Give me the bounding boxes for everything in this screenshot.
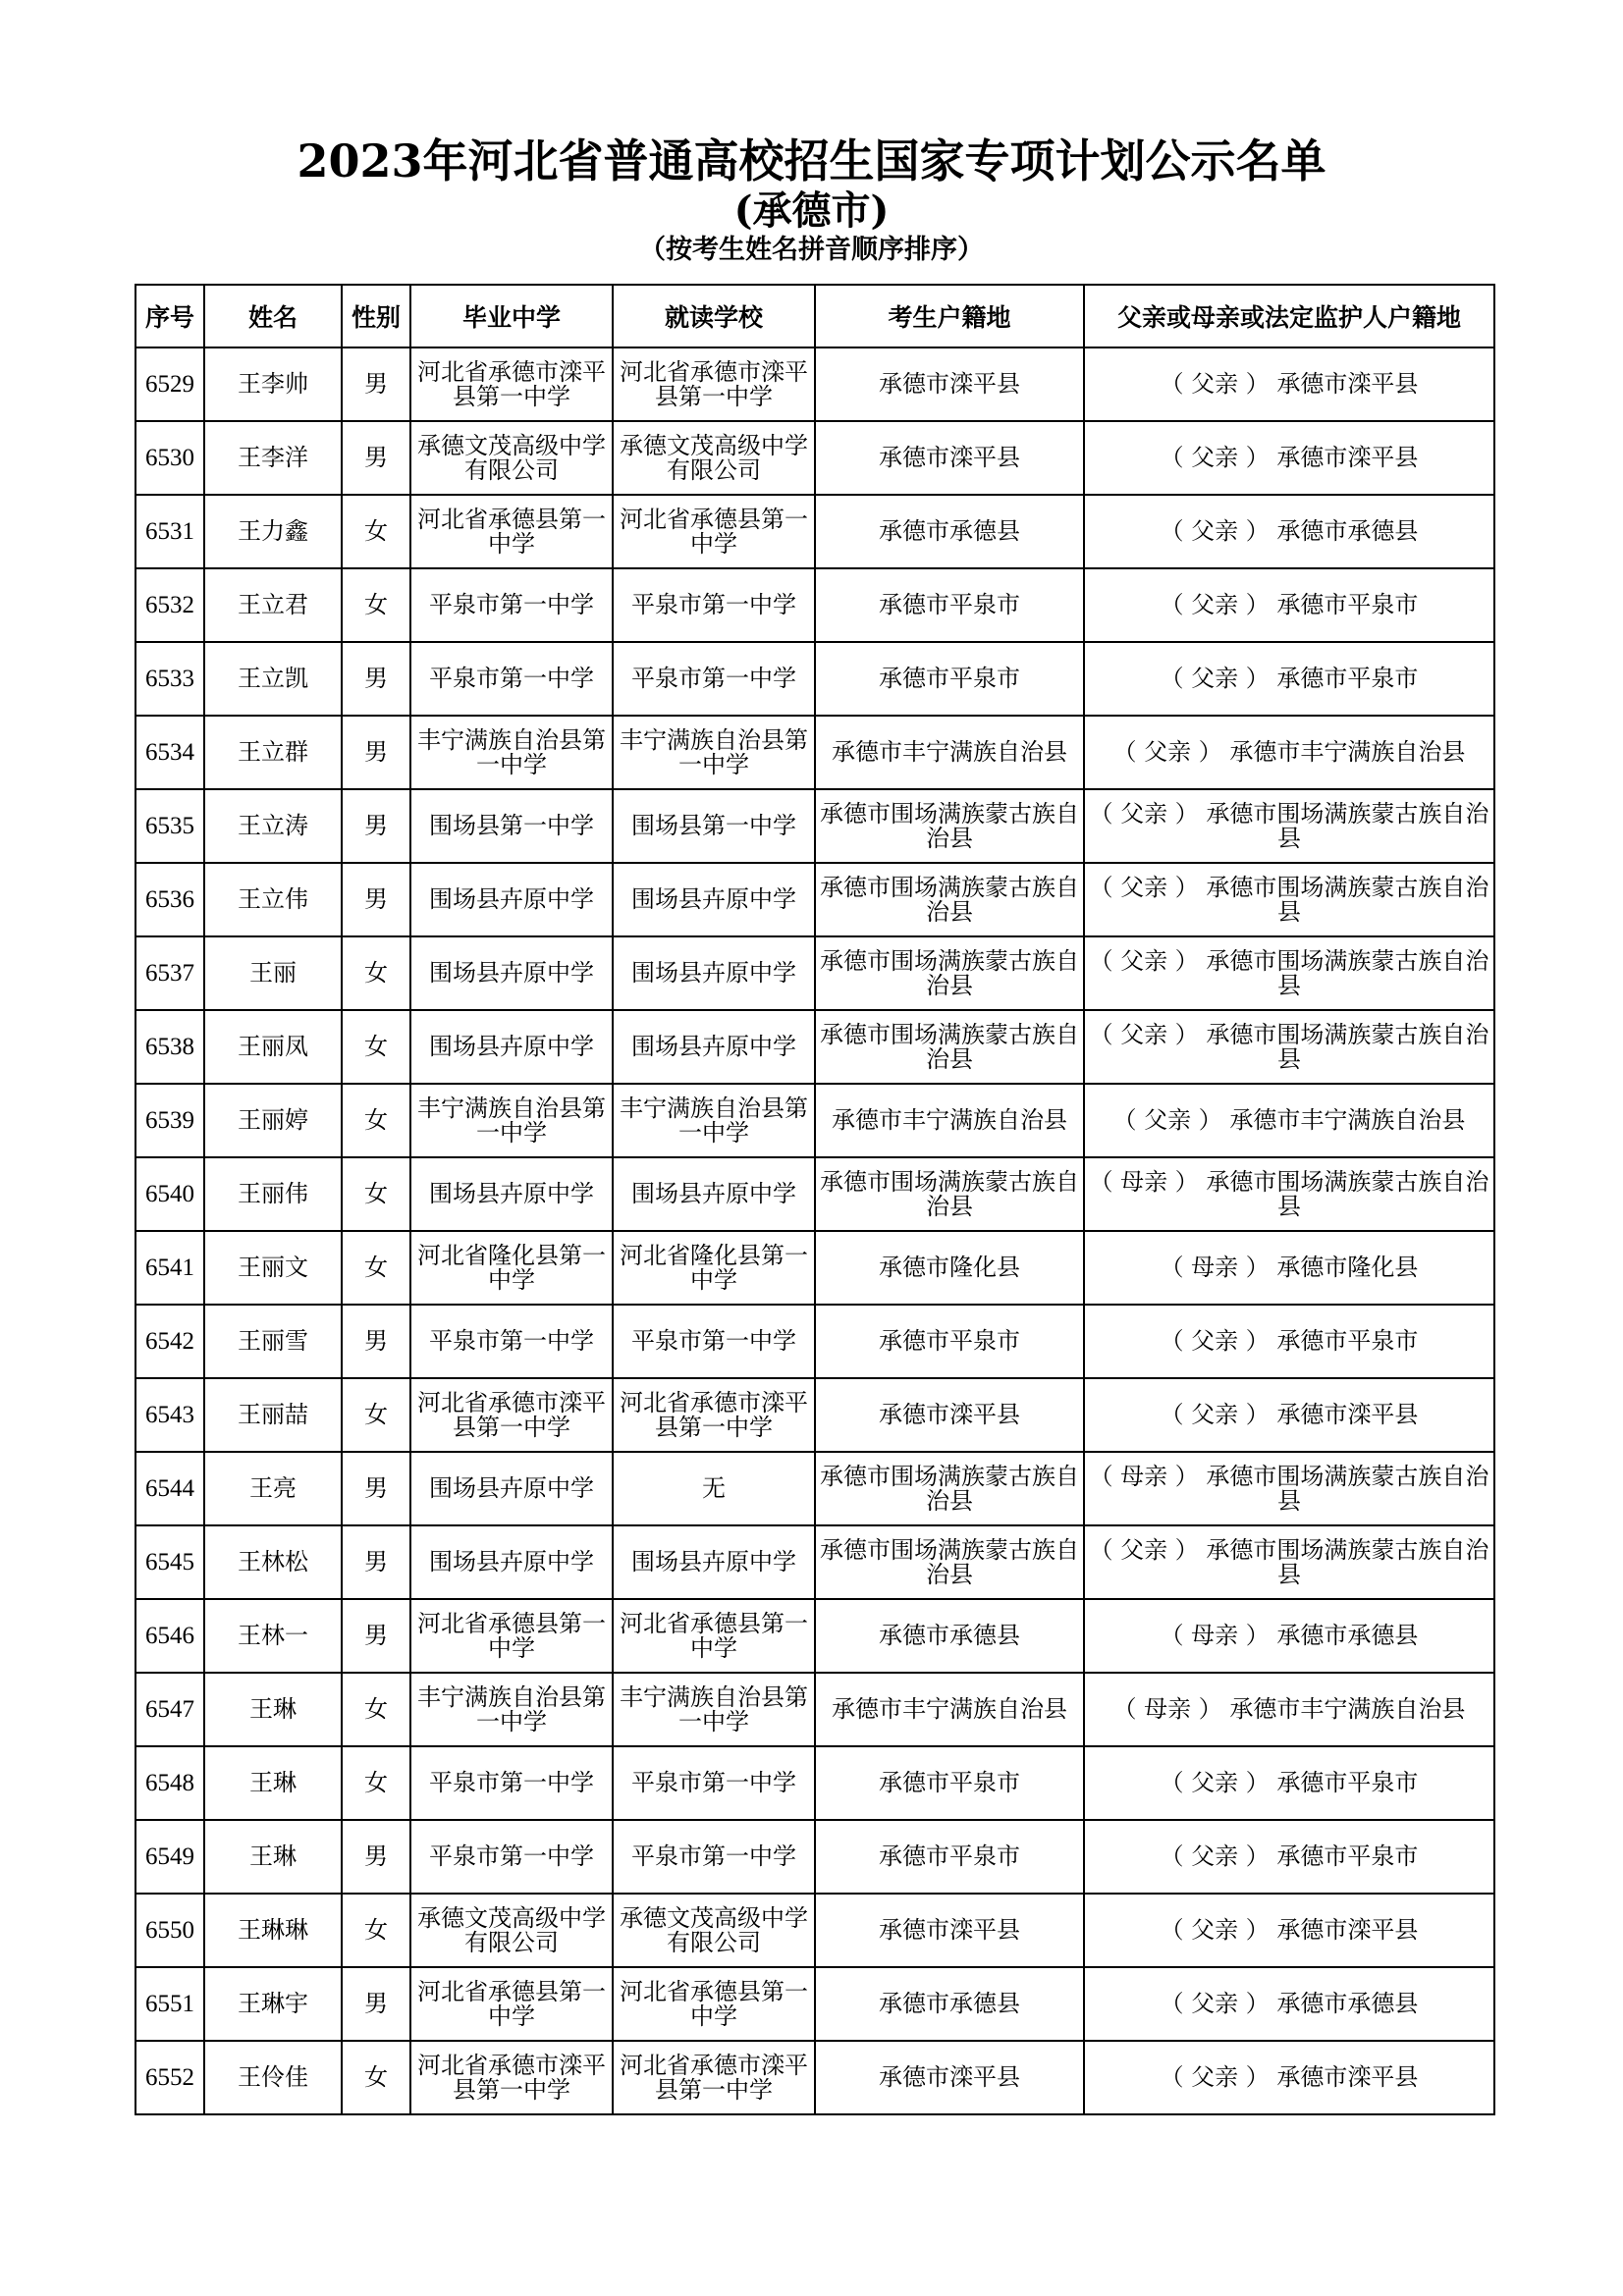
cell-name: 王琳	[204, 1820, 342, 1894]
cell-name: 王立君	[204, 568, 342, 642]
cell-household: 承德市丰宁满族自治县	[815, 716, 1084, 789]
col-header-guardian-household: 父亲或母亲或法定监护人户籍地	[1084, 285, 1494, 347]
cell-gender: 男	[342, 863, 410, 936]
cell-graduation-school: 平泉市第一中学	[410, 568, 613, 642]
cell-current-school: 平泉市第一中学	[613, 1305, 815, 1378]
cell-name: 王力鑫	[204, 495, 342, 568]
cell-seq: 6532	[135, 568, 204, 642]
table-row	[135, 495, 1494, 568]
cell-graduation-school: 河北省隆化县第一中学	[410, 1231, 613, 1305]
cell-gender: 男	[342, 716, 410, 789]
cell-seq: 6530	[135, 421, 204, 495]
cell-guardian-household: （ 母亲 ） 承德市围场满族蒙古族自治县	[1084, 1452, 1494, 1525]
cell-household: 承德市围场满族蒙古族自治县	[815, 863, 1084, 936]
cell-guardian-household: （ 父亲 ） 承德市承德县	[1084, 1967, 1494, 2041]
cell-current-school: 承德文茂高级中学有限公司	[613, 1894, 815, 1967]
table-row	[135, 347, 1494, 421]
table-row	[135, 1452, 1494, 1525]
cell-name: 王伶佳	[204, 2041, 342, 2114]
cell-guardian-household: （ 父亲 ） 承德市丰宁满族自治县	[1084, 716, 1494, 789]
cell-guardian-household: （ 父亲 ） 承德市围场满族蒙古族自治县	[1084, 789, 1494, 863]
cell-guardian-household: （ 父亲 ） 承德市平泉市	[1084, 1305, 1494, 1378]
cell-gender: 女	[342, 1378, 410, 1452]
cell-gender: 男	[342, 642, 410, 716]
cell-seq: 6531	[135, 495, 204, 568]
col-header-seq: 序号	[135, 285, 204, 347]
cell-current-school: 平泉市第一中学	[613, 1746, 815, 1820]
table-header-row	[135, 285, 1494, 347]
cell-seq: 6529	[135, 347, 204, 421]
cell-guardian-household: （ 父亲 ） 承德市围场满族蒙古族自治县	[1084, 1010, 1494, 1084]
cell-seq: 6544	[135, 1452, 204, 1525]
cell-gender: 女	[342, 2041, 410, 2114]
cell-graduation-school: 河北省承德县第一中学	[410, 1967, 613, 2041]
table-row	[135, 1673, 1494, 1746]
cell-gender: 女	[342, 1010, 410, 1084]
cell-graduation-school: 平泉市第一中学	[410, 642, 613, 716]
cell-graduation-school: 围场县卉原中学	[410, 1452, 613, 1525]
cell-name: 王丽婷	[204, 1084, 342, 1157]
cell-household: 承德市滦平县	[815, 347, 1084, 421]
cell-guardian-household: （ 父亲 ） 承德市滦平县	[1084, 2041, 1494, 2114]
cell-name: 王丽伟	[204, 1157, 342, 1231]
cell-guardian-household: （ 父亲 ） 承德市平泉市	[1084, 1820, 1494, 1894]
table-body	[135, 347, 1494, 2114]
cell-gender: 女	[342, 1231, 410, 1305]
cell-guardian-household: （ 父亲 ） 承德市平泉市	[1084, 568, 1494, 642]
table-row	[135, 1157, 1494, 1231]
table-row	[135, 2041, 1494, 2114]
cell-graduation-school: 承德文茂高级中学有限公司	[410, 421, 613, 495]
cell-gender: 女	[342, 936, 410, 1010]
cell-graduation-school: 丰宁满族自治县第一中学	[410, 716, 613, 789]
cell-name: 王立伟	[204, 863, 342, 936]
cell-seq: 6542	[135, 1305, 204, 1378]
cell-household: 承德市平泉市	[815, 642, 1084, 716]
table-row	[135, 642, 1494, 716]
table-row	[135, 1305, 1494, 1378]
cell-household: 承德市滦平县	[815, 421, 1084, 495]
cell-graduation-school: 围场县卉原中学	[410, 1157, 613, 1231]
cell-current-school: 河北省承德县第一中学	[613, 495, 815, 568]
cell-name: 王琳	[204, 1746, 342, 1820]
cell-name: 王丽雪	[204, 1305, 342, 1378]
cell-guardian-household: （ 母亲 ） 承德市承德县	[1084, 1599, 1494, 1673]
cell-graduation-school: 丰宁满族自治县第一中学	[410, 1673, 613, 1746]
cell-current-school: 围场县卉原中学	[613, 863, 815, 936]
cell-graduation-school: 围场县卉原中学	[410, 863, 613, 936]
cell-current-school: 河北省承德县第一中学	[613, 1967, 815, 2041]
table-row	[135, 716, 1494, 789]
cell-current-school: 河北省隆化县第一中学	[613, 1231, 815, 1305]
cell-seq: 6537	[135, 936, 204, 1010]
cell-seq: 6547	[135, 1673, 204, 1746]
cell-guardian-household: （ 母亲 ） 承德市围场满族蒙古族自治县	[1084, 1157, 1494, 1231]
cell-graduation-school: 河北省承德市滦平县第一中学	[410, 1378, 613, 1452]
cell-seq: 6549	[135, 1820, 204, 1894]
cell-current-school: 围场县卉原中学	[613, 936, 815, 1010]
col-header-gender: 性别	[342, 285, 410, 347]
cell-seq: 6535	[135, 789, 204, 863]
cell-seq: 6538	[135, 1010, 204, 1084]
table-row	[135, 1231, 1494, 1305]
cell-guardian-household: （ 父亲 ） 承德市围场满族蒙古族自治县	[1084, 936, 1494, 1010]
cell-name: 王立涛	[204, 789, 342, 863]
cell-household: 承德市围场满族蒙古族自治县	[815, 1157, 1084, 1231]
cell-household: 承德市平泉市	[815, 1305, 1084, 1378]
cell-household: 承德市平泉市	[815, 1820, 1084, 1894]
cell-guardian-household: （ 父亲 ） 承德市滦平县	[1084, 1894, 1494, 1967]
table-row	[135, 1967, 1494, 2041]
cell-household: 承德市平泉市	[815, 568, 1084, 642]
cell-name: 王李洋	[204, 421, 342, 495]
cell-gender: 男	[342, 1967, 410, 2041]
cell-household: 承德市承德县	[815, 1967, 1084, 2041]
cell-graduation-school: 丰宁满族自治县第一中学	[410, 1084, 613, 1157]
cell-gender: 男	[342, 789, 410, 863]
cell-seq: 6541	[135, 1231, 204, 1305]
cell-seq: 6546	[135, 1599, 204, 1673]
cell-graduation-school: 河北省承德县第一中学	[410, 495, 613, 568]
cell-current-school: 河北省承德县第一中学	[613, 1599, 815, 1673]
cell-gender: 女	[342, 1673, 410, 1746]
cell-gender: 男	[342, 1599, 410, 1673]
cell-guardian-household: （ 父亲 ） 承德市滦平县	[1084, 421, 1494, 495]
cell-gender: 女	[342, 1084, 410, 1157]
cell-graduation-school: 围场县卉原中学	[410, 936, 613, 1010]
cell-current-school: 围场县卉原中学	[613, 1525, 815, 1599]
cell-seq: 6545	[135, 1525, 204, 1599]
col-header-current-school: 就读学校	[613, 285, 815, 347]
cell-graduation-school: 平泉市第一中学	[410, 1746, 613, 1820]
cell-graduation-school: 河北省承德市滦平县第一中学	[410, 347, 613, 421]
cell-household: 承德市滦平县	[815, 1894, 1084, 1967]
cell-graduation-school: 河北省承德市滦平县第一中学	[410, 2041, 613, 2114]
cell-current-school: 围场县第一中学	[613, 789, 815, 863]
cell-current-school: 河北省承德市滦平县第一中学	[613, 347, 815, 421]
cell-seq: 6552	[135, 2041, 204, 2114]
cell-current-school: 丰宁满族自治县第一中学	[613, 1673, 815, 1746]
cell-household: 承德市围场满族蒙古族自治县	[815, 1010, 1084, 1084]
cell-seq: 6551	[135, 1967, 204, 2041]
table-row	[135, 1010, 1494, 1084]
cell-seq: 6534	[135, 716, 204, 789]
cell-seq: 6543	[135, 1378, 204, 1452]
cell-name: 王立群	[204, 716, 342, 789]
table-row	[135, 789, 1494, 863]
page-subtitle: (承德市)	[733, 187, 890, 234]
cell-guardian-household: （ 父亲 ） 承德市平泉市	[1084, 642, 1494, 716]
cell-current-school: 丰宁满族自治县第一中学	[613, 1084, 815, 1157]
table-row	[135, 421, 1494, 495]
cell-name: 王亮	[204, 1452, 342, 1525]
cell-guardian-household: （ 母亲 ） 承德市隆化县	[1084, 1231, 1494, 1305]
cell-current-school: 围场县卉原中学	[613, 1157, 815, 1231]
cell-graduation-school: 围场县卉原中学	[410, 1525, 613, 1599]
cell-household: 承德市围场满族蒙古族自治县	[815, 936, 1084, 1010]
cell-name: 王丽文	[204, 1231, 342, 1305]
cell-household: 承德市隆化县	[815, 1231, 1084, 1305]
cell-guardian-household: （ 父亲 ） 承德市围场满族蒙古族自治县	[1084, 863, 1494, 936]
cell-name: 王琳琳	[204, 1894, 342, 1967]
cell-name: 王立凯	[204, 642, 342, 716]
cell-name: 王李帅	[204, 347, 342, 421]
cell-gender: 女	[342, 1746, 410, 1820]
table-row	[135, 1820, 1494, 1894]
cell-graduation-school: 河北省承德县第一中学	[410, 1599, 613, 1673]
cell-graduation-school: 围场县第一中学	[410, 789, 613, 863]
cell-household: 承德市平泉市	[815, 1746, 1084, 1820]
cell-guardian-household: （ 母亲 ） 承德市丰宁满族自治县	[1084, 1673, 1494, 1746]
roster-table	[135, 284, 1495, 2115]
cell-name: 王林松	[204, 1525, 342, 1599]
cell-seq: 6533	[135, 642, 204, 716]
cell-graduation-school: 围场县卉原中学	[410, 1010, 613, 1084]
cell-seq: 6548	[135, 1746, 204, 1820]
cell-current-school: 平泉市第一中学	[613, 642, 815, 716]
cell-household: 承德市丰宁满族自治县	[815, 1084, 1084, 1157]
col-header-name: 姓名	[204, 285, 342, 347]
cell-gender: 男	[342, 1452, 410, 1525]
col-header-household: 考生户籍地	[815, 285, 1084, 347]
cell-current-school: 承德文茂高级中学有限公司	[613, 421, 815, 495]
table-row	[135, 1084, 1494, 1157]
cell-seq: 6539	[135, 1084, 204, 1157]
cell-gender: 女	[342, 1894, 410, 1967]
cell-name: 王林一	[204, 1599, 342, 1673]
cell-household: 承德市丰宁满族自治县	[815, 1673, 1084, 1746]
cell-guardian-household: （ 父亲 ） 承德市滦平县	[1084, 1378, 1494, 1452]
cell-guardian-household: （ 父亲 ） 承德市滦平县	[1084, 347, 1494, 421]
cell-name: 王丽喆	[204, 1378, 342, 1452]
cell-household: 承德市围场满族蒙古族自治县	[815, 1525, 1084, 1599]
table-row	[135, 1525, 1494, 1599]
table-row	[135, 1599, 1494, 1673]
cell-guardian-household: （ 父亲 ） 承德市丰宁满族自治县	[1084, 1084, 1494, 1157]
table-row	[135, 936, 1494, 1010]
cell-gender: 男	[342, 347, 410, 421]
cell-current-school: 平泉市第一中学	[613, 1820, 815, 1894]
cell-gender: 男	[342, 1820, 410, 1894]
cell-gender: 男	[342, 1305, 410, 1378]
cell-name: 王琳	[204, 1673, 342, 1746]
cell-name: 王丽凤	[204, 1010, 342, 1084]
cell-gender: 女	[342, 1157, 410, 1231]
cell-guardian-household: （ 父亲 ） 承德市承德县	[1084, 495, 1494, 568]
table-row	[135, 1378, 1494, 1452]
cell-name: 王丽	[204, 936, 342, 1010]
cell-household: 承德市承德县	[815, 1599, 1084, 1673]
cell-household: 承德市滦平县	[815, 1378, 1084, 1452]
cell-gender: 女	[342, 568, 410, 642]
page-title: 2023年河北省普通高校招生国家专项计划公示名单	[297, 134, 1326, 187]
cell-name: 王琳宇	[204, 1967, 342, 2041]
table-row	[135, 1894, 1494, 1967]
cell-graduation-school: 承德文茂高级中学有限公司	[410, 1894, 613, 1967]
cell-graduation-school: 平泉市第一中学	[410, 1305, 613, 1378]
cell-current-school: 无	[613, 1452, 815, 1525]
cell-current-school: 平泉市第一中学	[613, 568, 815, 642]
cell-guardian-household: （ 父亲 ） 承德市围场满族蒙古族自治县	[1084, 1525, 1494, 1599]
cell-current-school: 河北省承德市滦平县第一中学	[613, 1378, 815, 1452]
cell-household: 承德市围场满族蒙古族自治县	[815, 789, 1084, 863]
table-row	[135, 863, 1494, 936]
cell-gender: 男	[342, 1525, 410, 1599]
cell-household: 承德市围场满族蒙古族自治县	[815, 1452, 1084, 1525]
cell-seq: 6540	[135, 1157, 204, 1231]
table-row	[135, 1746, 1494, 1820]
cell-seq: 6536	[135, 863, 204, 936]
col-header-graduation-school: 毕业中学	[410, 285, 613, 347]
sort-note: （按考生姓名拼音顺序排序）	[639, 235, 984, 265]
cell-gender: 女	[342, 495, 410, 568]
cell-current-school: 围场县卉原中学	[613, 1010, 815, 1084]
cell-gender: 男	[342, 421, 410, 495]
cell-current-school: 河北省承德市滦平县第一中学	[613, 2041, 815, 2114]
cell-graduation-school: 平泉市第一中学	[410, 1820, 613, 1894]
cell-guardian-household: （ 父亲 ） 承德市平泉市	[1084, 1746, 1494, 1820]
cell-seq: 6550	[135, 1894, 204, 1967]
cell-household: 承德市承德县	[815, 495, 1084, 568]
cell-household: 承德市滦平县	[815, 2041, 1084, 2114]
table-row	[135, 568, 1494, 642]
cell-current-school: 丰宁满族自治县第一中学	[613, 716, 815, 789]
